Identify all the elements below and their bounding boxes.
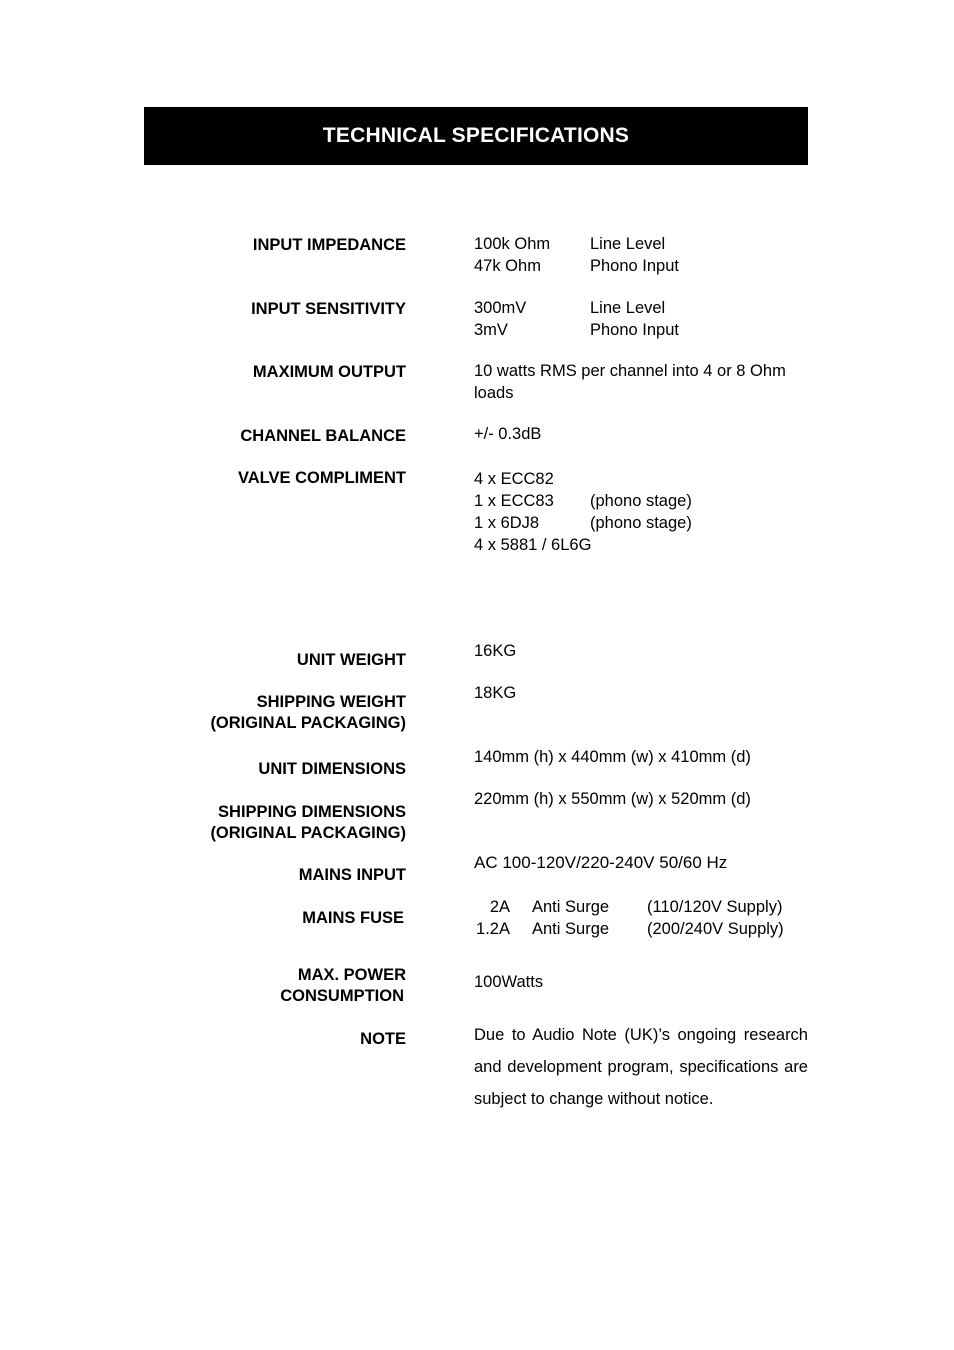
spec-value-mains-input: AC 100-120V/220-240V 50/60 Hz xyxy=(474,853,728,872)
spec-value: 47k Ohm xyxy=(474,256,541,275)
spec-value: 4 x ECC82 xyxy=(474,470,554,488)
spec-row xyxy=(474,234,666,256)
spec-label-channel-balance: CHANNEL BALANCE xyxy=(240,427,406,445)
spec-row xyxy=(474,534,591,556)
spec-value: 1 x ECC83 xyxy=(474,492,554,510)
spec-label-line: CONSUMPTION xyxy=(280,987,404,1005)
spec-row xyxy=(474,512,692,534)
spec-label-max-power xyxy=(280,965,406,1007)
spec-value-maximum-output xyxy=(474,361,786,404)
spec-value: 100k Ohm xyxy=(474,235,551,253)
page-title: TECHNICAL SPECIFICATIONS xyxy=(322,124,630,147)
spec-label-maximum-output: MAXIMUM OUTPUT xyxy=(252,363,406,381)
spec-value-unit-dimensions: 140mm (h) x 440mm (w) x 410mm (d) xyxy=(474,748,751,766)
spec-value-input-impedance xyxy=(474,234,679,277)
fuse-supply: (200/240V Supply) xyxy=(647,919,784,938)
fuse-type: Anti Surge xyxy=(532,898,610,916)
spec-value-max-power: 100Watts xyxy=(474,973,544,991)
spec-value-unit-weight: 16KG xyxy=(474,642,517,660)
spec-desc: Line Level xyxy=(590,235,666,253)
spec-row xyxy=(474,468,591,490)
spec-label-unit-dimensions: UNIT DIMENSIONS xyxy=(258,760,406,778)
spec-label-valve-compliment: VALVE COMPLIMENT xyxy=(237,469,406,487)
spec-value: 300mV xyxy=(474,299,527,317)
spec-desc: Phono Input xyxy=(590,256,679,275)
spec-text-line: loads xyxy=(474,383,514,402)
spec-value-valve-compliment xyxy=(474,468,692,556)
spec-text-line: 10 watts RMS per channel into 4 or 8 Ohm xyxy=(474,362,786,380)
spec-label-line: SHIPPING WEIGHT xyxy=(256,693,406,711)
spec-value-mains-fuse xyxy=(474,897,808,940)
fuse-row xyxy=(474,919,808,941)
page-title-bar xyxy=(144,107,808,165)
spec-label-shipping-weight xyxy=(210,692,406,734)
spec-desc: Phono Input xyxy=(590,320,679,339)
spec-value: 3mV xyxy=(474,320,508,339)
fuse-supply: (110/120V Supply) xyxy=(647,898,783,916)
spec-value-shipping-weight: 18KG xyxy=(474,684,517,702)
fuse-row xyxy=(474,897,808,919)
spec-desc: (phono stage) xyxy=(590,492,692,510)
fuse-type: Anti Surge xyxy=(532,919,610,938)
spec-row xyxy=(474,298,666,320)
spec-row xyxy=(474,256,679,278)
spec-value-channel-balance: +/- 0.3dB xyxy=(474,425,542,443)
spec-label-line: (ORIGINAL PACKAGING) xyxy=(210,714,406,732)
spec-label-input-impedance: INPUT IMPEDANCE xyxy=(252,236,406,254)
spec-row xyxy=(474,490,692,512)
spec-value: 4 x 5881 / 6L6G xyxy=(474,536,592,554)
spec-label-mains-input: MAINS INPUT xyxy=(298,866,406,884)
spec-value-input-sensitivity xyxy=(474,298,679,341)
note-text: Due to Audio Note (UK)’s ongoing research and development program, specifications are subject to change without notice. xyxy=(474,1026,808,1108)
spec-label-note: NOTE xyxy=(360,1030,406,1048)
spec-label-input-sensitivity: INPUT SENSITIVITY xyxy=(251,300,406,318)
spec-desc: (phono stage) xyxy=(590,514,692,532)
fuse-rating: 1.2A xyxy=(476,919,510,938)
spec-label-line: (ORIGINAL PACKAGING) xyxy=(210,824,406,842)
spec-label-shipping-dimensions xyxy=(210,802,406,844)
fuse-rating: 2A xyxy=(489,898,510,916)
spec-label-line: SHIPPING DIMENSIONS xyxy=(218,803,406,821)
spec-row xyxy=(474,320,679,342)
spec-label-unit-weight: UNIT WEIGHT xyxy=(296,651,406,669)
spec-value: 1 x 6DJ8 xyxy=(474,514,540,532)
spec-label-mains-fuse: MAINS FUSE xyxy=(302,909,404,927)
spec-value-shipping-dimensions: 220mm (h) x 550mm (w) x 520mm (d) xyxy=(474,790,751,808)
spec-label-line: MAX. POWER xyxy=(297,966,406,984)
spec-desc: Line Level xyxy=(590,299,666,317)
